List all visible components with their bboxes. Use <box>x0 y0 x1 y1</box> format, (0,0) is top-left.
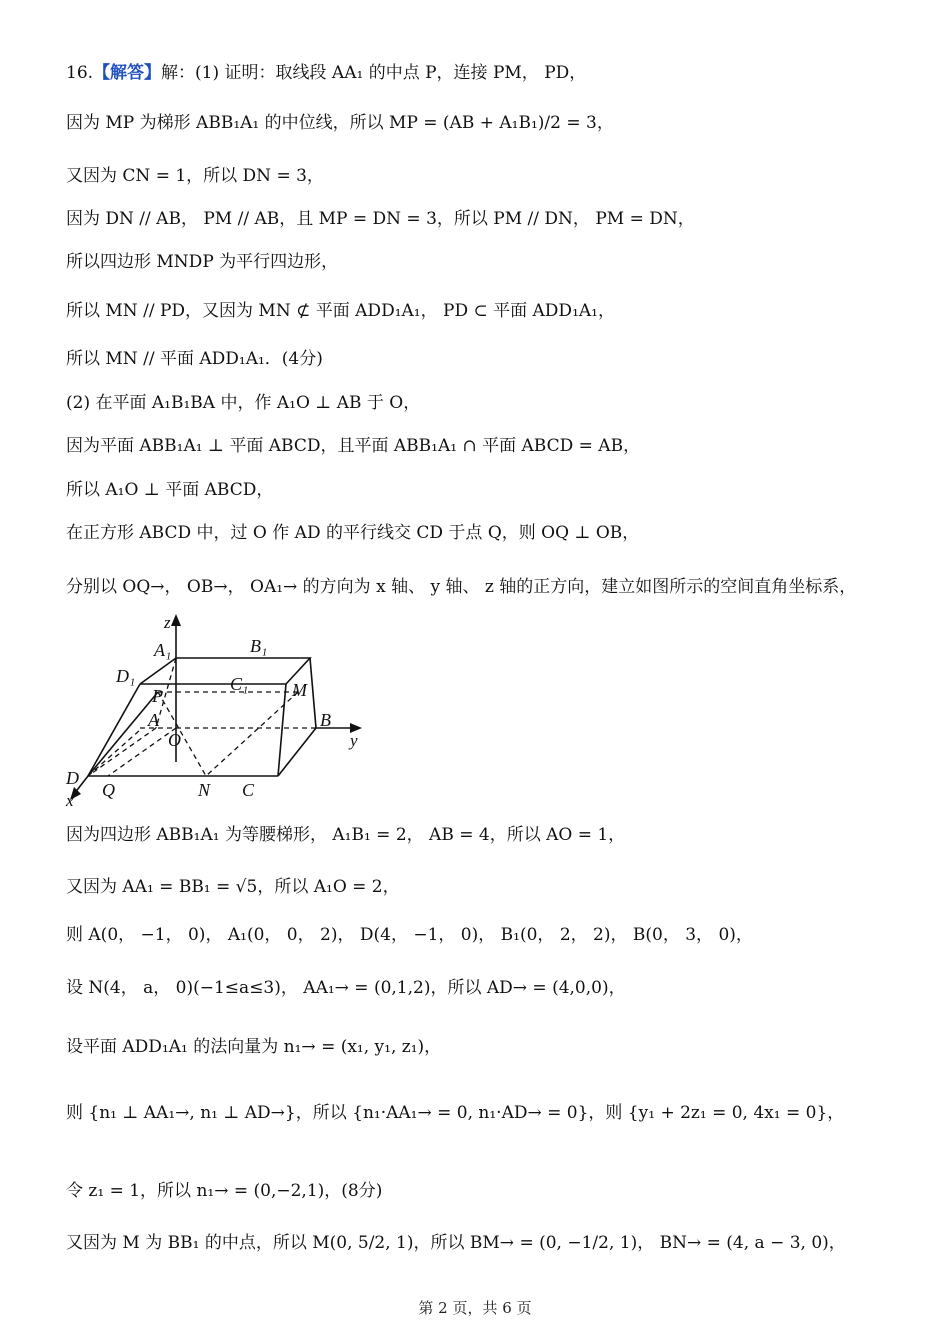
z-axis-label: z <box>164 613 171 632</box>
label-d: D <box>66 768 79 788</box>
y-axis-label: y <box>350 731 358 750</box>
geometry-figure <box>58 612 378 812</box>
proof-line: 所以 MN // PD，又因为 MN ⊄ 平面 ADD₁A₁， PD ⊂ 平面 ADD₁A₁， <box>66 301 615 321</box>
label-q: Q <box>102 780 115 800</box>
label-a: A <box>148 710 159 730</box>
part2-line: 因为四边形 ABB₁A₁ 为等腰梯形， A₁B₁ = 2， AB = 4，所以 AO = 1， <box>66 825 626 845</box>
proof-line: 因为 MP 为梯形 ABB₁A₁ 的中位线，所以 MP = (AB + A₁B₁)/2 = 3， <box>66 113 614 133</box>
part2-line: 所以 A₁O ⊥ 平面 ABCD， <box>66 480 274 500</box>
label-d1: D₁ <box>116 666 136 686</box>
part2-line: 则 A(0， −1， 0)， A₁(0， 0， 2)， D(4， −1， 0)， B₁(0， 2， 2)， B(0， 3， 0)， <box>66 925 753 945</box>
answer-tag: 【解答】 <box>93 63 162 83</box>
label-c1: C₁ <box>230 674 249 694</box>
x-axis-label: x <box>66 791 74 810</box>
label-b: B <box>320 710 331 730</box>
proof-line: 所以四边形 MNDP 为平行四边形， <box>66 252 339 272</box>
part2-line: 设 N(4， a， 0)(−1≤a≤3)， AA₁→ = (0,1,2)，所以 AD→ = (4,0,0)， <box>66 978 626 998</box>
part2-line: 在正方形 ABCD 中，过 O 作 AD 的平行线交 CD 于点 Q，则 OQ ⊥ OB， <box>66 523 640 543</box>
line-text: 解：(1) 证明：取线段 AA₁ 的中点 P，连接 PM， PD， <box>161 63 587 83</box>
part2-line: 又因为 M 为 BB₁ 的中点，所以 M(0, 5/2, 1)，所以 BM→ = (0, −1/2, 1)， BN→ = (4, a − 3, 0)， <box>66 1233 846 1253</box>
label-m: M <box>292 680 307 700</box>
solution-heading <box>66 60 586 86</box>
question-number: 16. <box>66 63 94 83</box>
part2-line: 设平面 ADD₁A₁ 的法向量为 n₁→ = (x₁, y₁, z₁)， <box>66 1037 442 1057</box>
label-c: C <box>242 780 255 800</box>
part2-line: (2) 在平面 A₁B₁BA 中，作 A₁O ⊥ AB 于 O， <box>66 393 421 413</box>
part2-line: 分别以 OQ→， OB→， OA₁→ 的方向为 x 轴、 y 轴、 z 轴的正方向，建立如图所示的空间直角坐标系， <box>66 577 857 597</box>
part2-line: 令 z₁ = 1，所以 n₁→ = (0,−2,1)，(8分) <box>66 1181 383 1201</box>
label-n: N <box>198 780 211 800</box>
part2-line: 因为平面 ABB₁A₁ ⊥ 平面 ABCD，且平面 ABB₁A₁ ∩ 平面 ABCD = AB， <box>66 436 641 456</box>
page-footer: 第 2 页，共 6 页 <box>418 1299 532 1317</box>
proof-line: 所以 MN // 平面 ADD₁A₁．(4分) <box>66 349 323 369</box>
label-b1: B₁ <box>250 636 268 656</box>
part2-line: 又因为 AA₁ = BB₁ = √5，所以 A₁O = 2， <box>66 877 400 897</box>
proof-line: 因为 DN // AB， PM // AB，且 MP = DN = 3，所以 PM // DN， PM = DN， <box>66 209 695 229</box>
proof-line: 又因为 CN = 1，所以 DN = 3， <box>66 166 324 186</box>
label-p: P <box>152 686 163 706</box>
label-o: O <box>168 730 181 750</box>
part2-line: 则 {n₁ ⊥ AA₁→, n₁ ⊥ AD→}，所以 {n₁·AA₁→ = 0, n₁·AD→ = 0}，则 {y₁ + 2z₁ = 0, 4x₁ = 0}， <box>66 1103 845 1123</box>
label-a1: A₁ <box>154 640 172 660</box>
